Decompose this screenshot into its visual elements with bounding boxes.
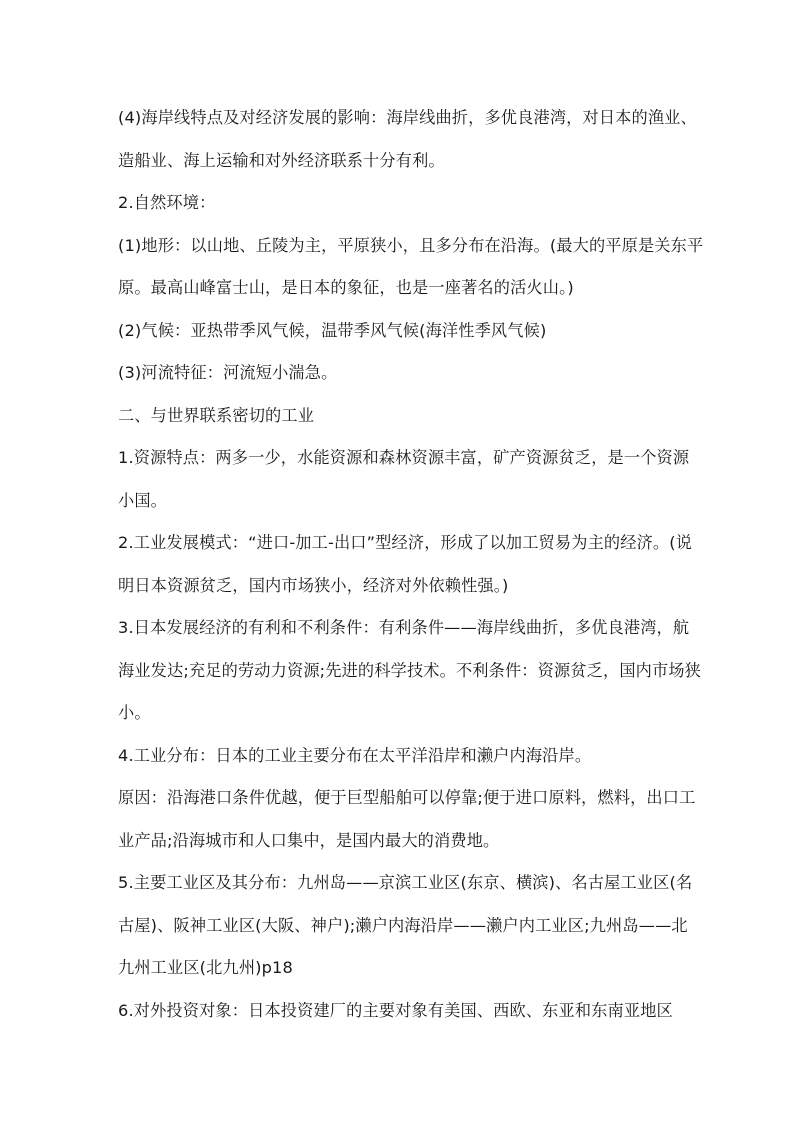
text-line: 古屋)、阪神工业区(大阪、神户);濑户内海沿岸——濑户内工业区;九州岛——北 — [118, 916, 688, 935]
text-line: (4)海岸线特点及对经济发展的影响：海岸线曲折，多优良港湾，对日本的渔业、 — [118, 108, 697, 127]
text-line: 明日本资源贫乏，国内市场狭小，经济对外依赖性强。) — [118, 576, 509, 595]
text-line: 5.主要工业区及其分布：九州岛——京滨工业区(东京、横滨)、名古屋工业区(名 — [118, 873, 693, 892]
text-line: 1.资源特点：两多一少，水能资源和森林资源丰富，矿产资源贫乏，是一个资源 — [118, 448, 690, 467]
text-line: (3)河流特征：河流短小湍急。 — [118, 363, 338, 382]
text-line: 小国。 — [118, 491, 168, 510]
text-line: 6.对外投资对象：日本投资建厂的主要对象有美国、西欧、东亚和东南亚地区 — [118, 1001, 673, 1020]
text-line: 2.工业发展模式：“进口-加工-出口”型经济，形成了以加工贸易为主的经济。(说 — [118, 533, 693, 552]
section-heading: 二、与世界联系密切的工业 — [118, 406, 315, 425]
text-line: 海业发达;充足的劳动力资源;先进的科学技术。不利条件：资源贫乏，国内市场狭 — [118, 661, 702, 680]
text-line: 3.日本发展经济的有利和不利条件：有利条件——海岸线曲折，多优良港湾，航 — [118, 618, 690, 637]
text-line: 4.工业分布：日本的工业主要分布在太平洋沿岸和濑户内海沿岸。 — [118, 746, 592, 765]
text-line: 小。 — [118, 703, 151, 722]
text-line: 九州工业区(北九州)p18 — [118, 958, 293, 977]
text-line: 造船业、海上运输和对外经济联系十分有利。 — [118, 151, 445, 170]
text-line: (2)气候：亚热带季风气候，温带季风气候(海洋性季风气候) — [118, 321, 547, 340]
text-line: 原。最高山峰富士山，是日本的象征，也是一座著名的活火山。) — [118, 278, 574, 297]
text-line: 原因：沿海港口条件优越，便于巨型船舶可以停靠;便于进口原料，燃料，出口工 — [118, 788, 696, 807]
section-heading: 2.自然环境： — [118, 193, 216, 212]
text-line: 业产品;沿海城市和人口集中，是国内最大的消费地。 — [118, 831, 500, 850]
text-line: (1)地形：以山地、丘陵为主，平原狭小，且多分布在沿海。(最大的平原是关东平 — [118, 236, 704, 255]
